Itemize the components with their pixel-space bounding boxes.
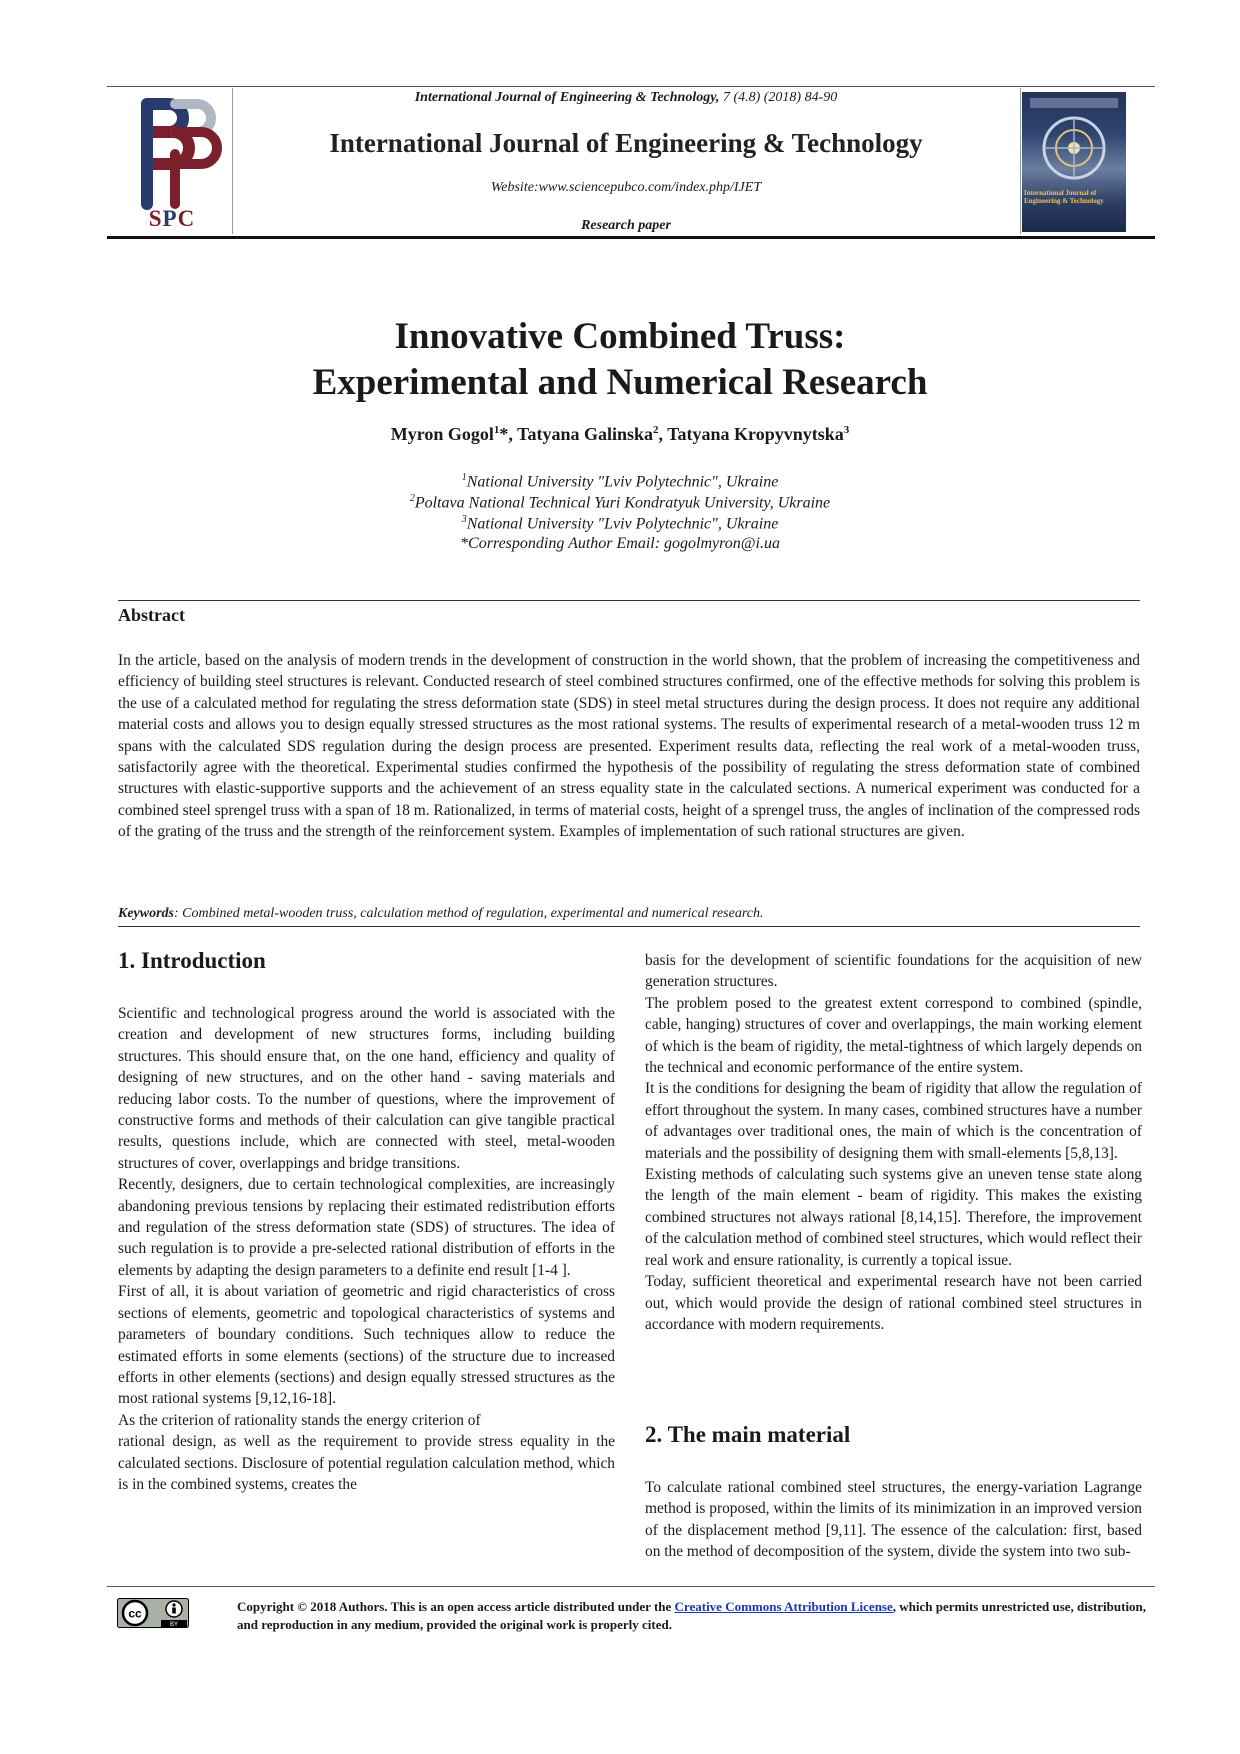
cc-by-license-icon[interactable] (117, 1598, 189, 1628)
spc-logo-text: SPC (148, 206, 196, 231)
footer-rule (107, 1586, 1155, 1587)
copyright-notice: Copyright © 2018 Authors. This is an open access article distributed under the Creative Commons Attribution License, which permits unrestricted use, distribution, and reproduction in any medium, provided the original work is properly cited. (237, 1599, 1147, 1632)
abstract-text: In the article, based on the analysis of modern trends in the development of construction in the world shown, that the problem of increasing the competitiveness and efficiency of building steel structures is relevant. Conducted research of steel combined structures confirmed, one of the effective methods for solving this problem is the use of a calculated method for regulating the stress deformation state (SDS) in steel metal structures during the design process. It does not require any additional material costs and allows you to design equally stressed structures as the most rational systems. The results of experimental research of a metal-wooden truss 12 m spans with the calculated SDS regulation during the design process are presented. Experiment results data, reflecting the real work of a metal-wooden truss, satisfactorily agree with the theoretical. Experimental studies confirmed the hypothesis of the possibility of regulating the stress deformation state of combined structures with elastic-supportive supports and the achievement of an stress equality state in the calculated sections. A numerical experiment was conducted for a combined steel sprengel truss with a span of 18 m. Rationalized, in terms of material costs, height of a sprengel truss, the angles of inclination of the compressed rods of the grating of the truss and the strength of the reinforcement system. Examples of implementation of such rational structures are given. (118, 652, 1140, 841)
paragraph: Existing methods of calculating such systems give an uneven tense state along the length of the main element - beam of rigidity. This makes the existing combined structures not always rational [8,14,15]. Therefore, the improvement of the calculation method of combined steel structures, which would reflect their real work and ensure rationality, is currently a topical issue. (645, 1166, 1142, 1269)
by-label: BY (169, 1622, 179, 1628)
keywords-bottom-rule (118, 926, 1140, 927)
journal-cover-image (1022, 92, 1126, 232)
cc-label: cc (128, 1606, 142, 1621)
journal-name: International Journal of Engineering & Technology (329, 128, 923, 158)
keywords-label: Keywords (118, 906, 174, 921)
journal-website: Website:www.sciencepubco.com/index.php/IJET (490, 180, 762, 195)
paragraph: To calculate rational combined steel structures, the energy-variation Lagrange method is proposed, within the limits of its minimization in an improved version of the displacement method [9,11]. The essence of the calculation: first, based on the method of decomposition of the system, divide the system into two sub- (645, 1479, 1142, 1561)
paragraph: basis for the development of scientific foundations for the acquisition of new generation structures. (645, 952, 1142, 991)
corresponding-author: *Corresponding Author Email: gogolmyron@i.ua (460, 535, 780, 552)
abstract-heading: Abstract (118, 605, 185, 625)
paper-type: Research paper (581, 218, 671, 233)
journal-citation: International Journal of Engineering & Technology, 7 (4.8) (2018) 84-90 (414, 90, 838, 105)
affiliation-1: $^1$National University "Lviv Polytechnic", Ukraine (461, 472, 779, 491)
author-name: Myron Gogol (390, 424, 494, 444)
author-name: Tatyana Galinska (517, 424, 653, 444)
license-link[interactable]: Creative Commons Attribution License (674, 1599, 893, 1614)
keywords: Keywords: Combined metal-wooden truss, calculation method of regulation, experimental and numerical research. (118, 906, 764, 921)
paragraph: As the criterion of rationality stands the energy criterion of (118, 1411, 481, 1429)
header-separator-left (232, 88, 233, 234)
header-top-rule (107, 86, 1155, 87)
cover-artwork (1022, 92, 1126, 192)
abstract-top-rule (118, 600, 1140, 601)
paragraph: Today, sufficient theoretical and experimental research have not been carried out, which would provide the design of rational combined steel structures in accordance with modern requirements. (645, 1273, 1142, 1333)
main-material-text (645, 1477, 1142, 1563)
section-heading-main-material: 2. The main material (645, 1422, 851, 1447)
affiliation-3: $^3$National University "Lviv Polytechnic", Ukraine (461, 514, 779, 533)
paragraph: The problem posed to the greatest extent correspond to combined (spindle, cable, hanging) structures of cover and overlappings, the main working element of which is the beam of rigidity, the metal-tightness of which largely depends on the technical and economic performance of the entire system. (645, 994, 1142, 1077)
paragraph: Recently, designers, due to certain technological complexities, are increasingly abandoning previous tensions by replacing their estimated redistribution efforts and regulation of the stress deformation state (SDS) of structures. The idea of such regulation is to provide a pre-selected rational distribution of efforts in the elements by adapting the design parameters to a definite end result [1-4 ]. (118, 1176, 615, 1279)
paragraph: It is the conditions for designing the beam of rigidity that allow the regulation of effort throughout the system. In many cases, combined structures have a number of advantages over traditional ones, the main of which is the concentration of materials and the possibility of designing them with small-elements [5,8,13]. (645, 1080, 1142, 1162)
paragraph: rational design, as well as the requirement to provide stress equality in the calculated sections. Disclosure of potential regulation calculation method, which is in the combined systems, creates the (118, 1433, 615, 1493)
author-list: Myron Gogol$^1$*, Tatyana Galinska$^2$, Tatyana Kropyvnytska$^3$ (390, 424, 850, 444)
header-separator-right (1020, 88, 1021, 234)
left-column (118, 1003, 615, 1495)
paper-title (100, 314, 1140, 406)
paragraph: First of all, it is about variation of geometric and rigid characteristics of cross sections of elements, geometric and topological characteristics of systems and parameters of boundary conditions. Such techniques allow to reduce the estimated efforts in some elements (sections) of the structure due to increased efforts in other elements (sections) and design equally stressed structures as the most rational systems [9,12,16-18]. (118, 1283, 615, 1408)
right-column (645, 950, 1142, 1335)
affiliation-2: $^2$Poltava National Technical Yuri Kondratyuk University, Ukraine (409, 493, 831, 512)
cover-title: International Journal of Engineering & Technology (1024, 189, 1104, 205)
header-bottom-rule (107, 236, 1155, 239)
paragraph: Scientific and technological progress around the world is associated with the creation and development of new structures forms, including building structures. This should ensure that, on the one hand, efficiency and quality of designing of new structures, and on the other hand - saving materials and reducing labor costs. To the number of questions, where the improvement of constructive forms and methods of their calculation can give tangible practical results, questions include, which are connected with steel, metal-wooden structures of cover, overlappings and bridge transitions. (118, 1005, 615, 1172)
author-name: Tatyana Kropyvnytska (667, 424, 844, 444)
paper-title-line2: Experimental and Numerical Research (312, 362, 928, 403)
paper-title-line1: Innovative Combined Truss: (394, 316, 846, 357)
section-heading-introduction: 1. Introduction (118, 948, 266, 973)
